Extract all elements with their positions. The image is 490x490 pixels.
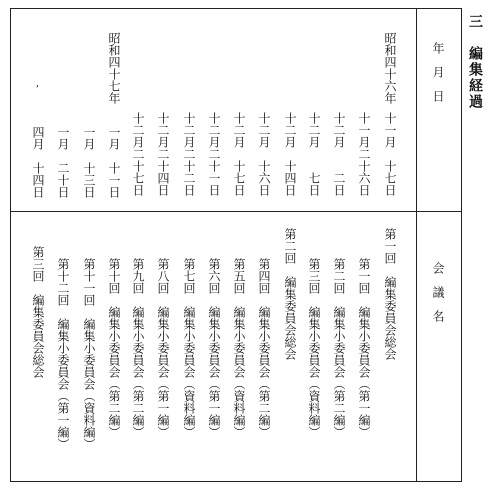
meeting-entry: 第四回 編集小委員会（第二編） [257,258,271,438]
date-entry: 一月 十一日 [107,126,121,198]
era-label-showa46: 昭和四十六年 [383,32,397,104]
date-entry: 十二月二十七日 [131,112,145,196]
meeting-entry: 第二回 編集小委員会（第二編） [332,258,346,438]
meeting-entry: 第十一回 編集小委員会（資料編） [82,258,96,450]
meeting-entry: 第一回 編集委員会総会 [383,228,397,360]
date-entry: 四月 十四日 [31,126,45,198]
meeting-entry: 第五回 編集小委員会（資料編） [232,258,246,438]
meeting-entry: 第九回 編集小委員会（第二編） [131,258,145,438]
header-meeting: 会 議 名 [431,262,445,322]
row-divider [10,211,462,212]
era-label-showa47: 昭和四十七年 [107,32,121,104]
date-entry: 十二月二十四日 [156,112,170,196]
meeting-entry: 第八回 編集小委員会（第一編） [156,258,170,438]
meeting-entry: 第七回 編集小委員会（資料編） [182,258,196,438]
date-entry: 十二月二十一日 [207,112,221,196]
date-entry: 十二月 二日 [332,112,346,196]
header-date: 年 月 日 [431,42,445,102]
date-entry: 一月 十三日 [82,126,96,198]
meeting-entry: 第三回 編集委員会総会 [31,246,45,378]
section-title: 三 編集経過 [467,14,483,110]
date-entry: 十二月 十四日 [283,112,297,196]
header-column-divider [416,8,417,482]
meeting-entry: 第二回 編集委員会総会 [283,228,297,360]
meeting-entry: 第十回 編集小委員会（第二編） [107,258,121,438]
date-entry: 一月 二十日 [56,126,70,198]
date-entry: 十一月 十七日 [383,112,397,196]
date-entry: 十一月二十六日 [357,112,371,196]
meeting-entry: 第一回 編集小委員会（第一編） [357,258,371,438]
date-entry: 十二月二十二日 [182,112,196,196]
date-entry: 十二月 十七日 [232,112,246,196]
meeting-entry: 第十二回 編集小委員会（第一編） [56,258,70,450]
stray-mark: , [36,78,40,89]
date-entry: 十二月 七日 [307,112,321,196]
date-entry: 十二月 十六日 [257,112,271,196]
meeting-entry: 第三回 編集小委員会（資料編） [307,258,321,438]
meeting-entry: 第六回 編集小委員会（第一編） [207,258,221,438]
